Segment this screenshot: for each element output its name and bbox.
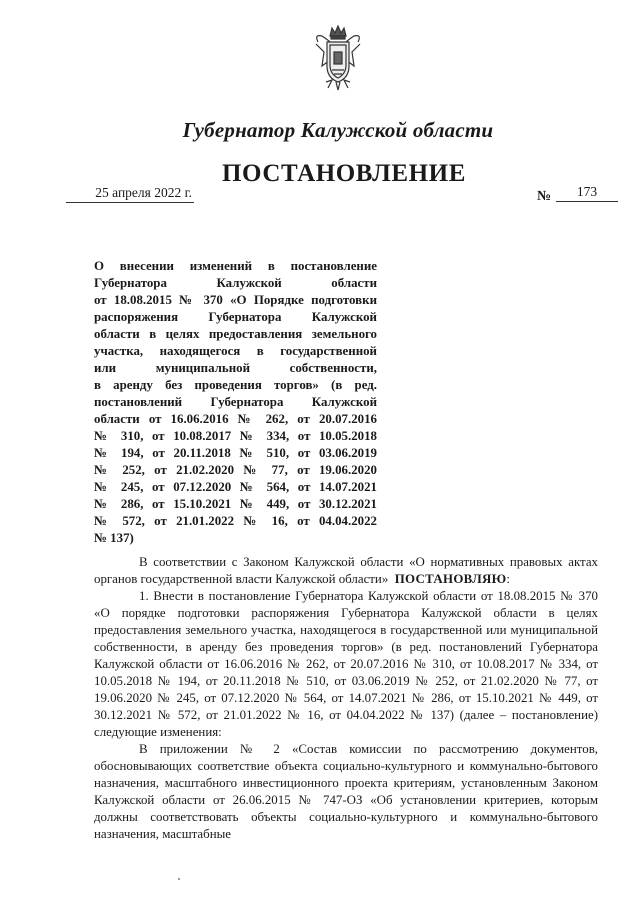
document-number: 173 (556, 183, 618, 202)
document-date: 25 апреля 2022 г. (66, 184, 194, 203)
document-body (94, 554, 598, 843)
intro-text: В соответствии с Законом Калужской области «О нормативных правовых актах органов государственной власти Калужской области» (94, 555, 598, 586)
number-sign: № (537, 189, 552, 204)
subject-line: Губернатора Калужской области (94, 276, 377, 290)
governor-title: Губернатор Калужской области (182, 118, 494, 142)
subject-line: № 137) (94, 531, 134, 545)
coat-of-arms-emblem (312, 22, 364, 94)
subject-line: или муниципальной собственности, (94, 361, 377, 375)
document-type-title: ПОСТАНОВЛЕНИЕ (221, 160, 467, 187)
document-subject (94, 258, 377, 547)
subject-line: № 310, от 10.08.2017 № 334, от 10.05.2018 (94, 429, 377, 443)
subject-line: О внесении изменений в постановление (94, 259, 377, 273)
subject-line: распоряжения Губернатора Калужской (94, 310, 377, 324)
subject-line: от 18.08.2015 № 370 «О Порядке подготовки (94, 293, 377, 307)
resolve-word: ПОСТАНОВЛЯЮ (394, 572, 507, 586)
subject-line: № 286, от 15.10.2021 № 449, от 30.12.2021 (94, 497, 377, 511)
subject-line: области в целях предоставления земельного (94, 327, 377, 341)
subject-line: № 252, от 21.02.2020 № 77, от 19.06.2020 (94, 463, 377, 477)
item-1-paragraph: 1. Внести в постановление Губернатора Калужской области от 18.08.2015 № 370 «О порядке подготовки распоряжения Губернатора Калужской области в целях предоставления земельного участка, находящегося в государственной или муниципальной собственности, в аренду без проведения торгов» (в ред. постановлений Губернатора Калужской области от 16.06.2016 № 262, от 20.07.2016 № 310, от 10.08.2017 № 334, от 10.05.2018 № 194, от 20.11.2018 № 510, от 03.06.2019 № 252, от 21.02.2020 № 77, от 19.06.2020 № 245, от 07.12.2020 № 564, от 14.07.2021 № 286, от 15.10.2021 № 449, от 30.12.2021 № 572, от 21.01.2022 № 16, от 04.04.2022 № 137) (далее – постановление) следующие изменения: (94, 589, 598, 739)
scan-speck (178, 878, 180, 880)
subject-line: в аренду без проведения торгов» (в ред. (94, 378, 377, 392)
subject-line: участка, находящегося в государственной (94, 344, 377, 358)
subject-line: постановлений Губернатора Калужской (94, 395, 377, 409)
subject-line: № 194, от 20.11.2018 № 510, от 03.06.2019 (94, 446, 377, 460)
intro-paragraph (94, 554, 598, 588)
resolve-punct: : (506, 572, 511, 586)
subject-line: № 245, от 07.12.2020 № 564, от 14.07.2021 (94, 480, 377, 494)
subject-line: № 572, от 21.01.2022 № 16, от 04.04.2022 (94, 514, 377, 528)
item-1-paragraph-2: В приложении № 2 «Состав комиссии по рассмотрению документов, обосновывающих соответствие объекта социально-культурного и коммунально-бытового назначения, масштабного инвестиционного проекта критериям, установленным Законом Калужской области от 26.06.2015 № 747-ОЗ «Об установлении критериев, которым должны соответствовать объекты социально-культурного и коммунально-бытового назначения, масштабные (94, 742, 598, 841)
subject-line: области от 16.06.2016 № 262, от 20.07.2016 (94, 412, 377, 426)
